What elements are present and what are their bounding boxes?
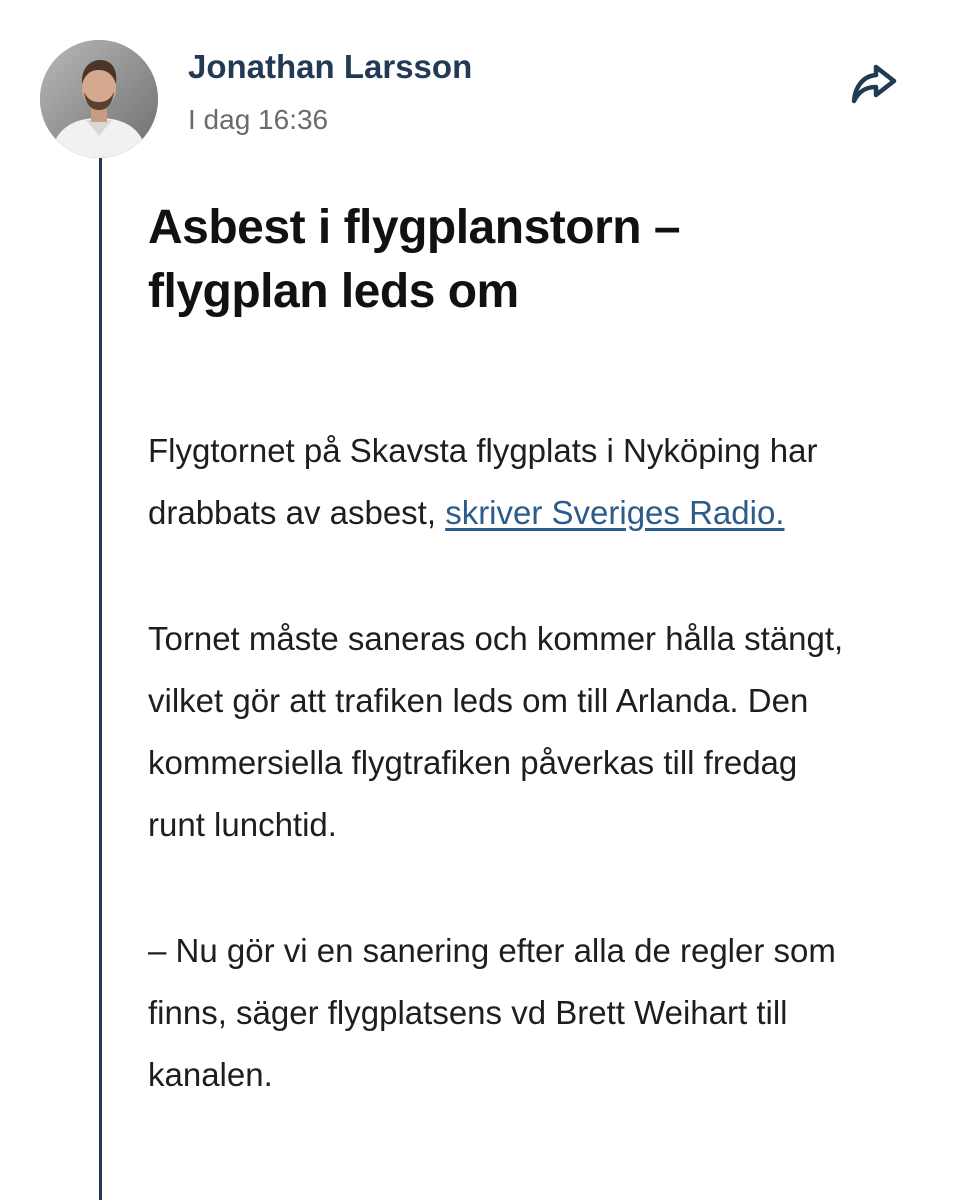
author-avatar[interactable] — [40, 40, 158, 158]
timeline-line — [99, 155, 102, 1200]
article-body — [148, 420, 848, 1170]
paragraph-3-quote: – Nu gör vi en sanering efter alla de regler som finns, säger flygplatsens vd Brett Weihart till kanalen. — [148, 932, 836, 1093]
timestamp: I dag 16:36 — [188, 104, 329, 135]
paragraph-1 — [148, 420, 848, 544]
article-headline: Asbest i flygplanstorn – flygplan leds om — [148, 201, 681, 318]
avatar-portrait-icon — [40, 40, 158, 158]
source-link[interactable]: skriver Sveriges Radio. — [445, 494, 785, 531]
author-name[interactable]: Jonathan Larsson — [188, 48, 473, 85]
paragraph-2: Tornet måste saneras och kommer hålla stängt, vilket gör att trafiken leds om till Arlanda. Den kommersiella flygtrafiken påverkas till fredag runt lunchtid. — [148, 620, 844, 843]
share-arrow-icon — [848, 61, 900, 107]
paragraph-1-text: Flygtornet på Skavsta flygplats i Nyköping har drabbats av asbest, — [148, 432, 818, 531]
share-button[interactable] — [844, 56, 904, 112]
